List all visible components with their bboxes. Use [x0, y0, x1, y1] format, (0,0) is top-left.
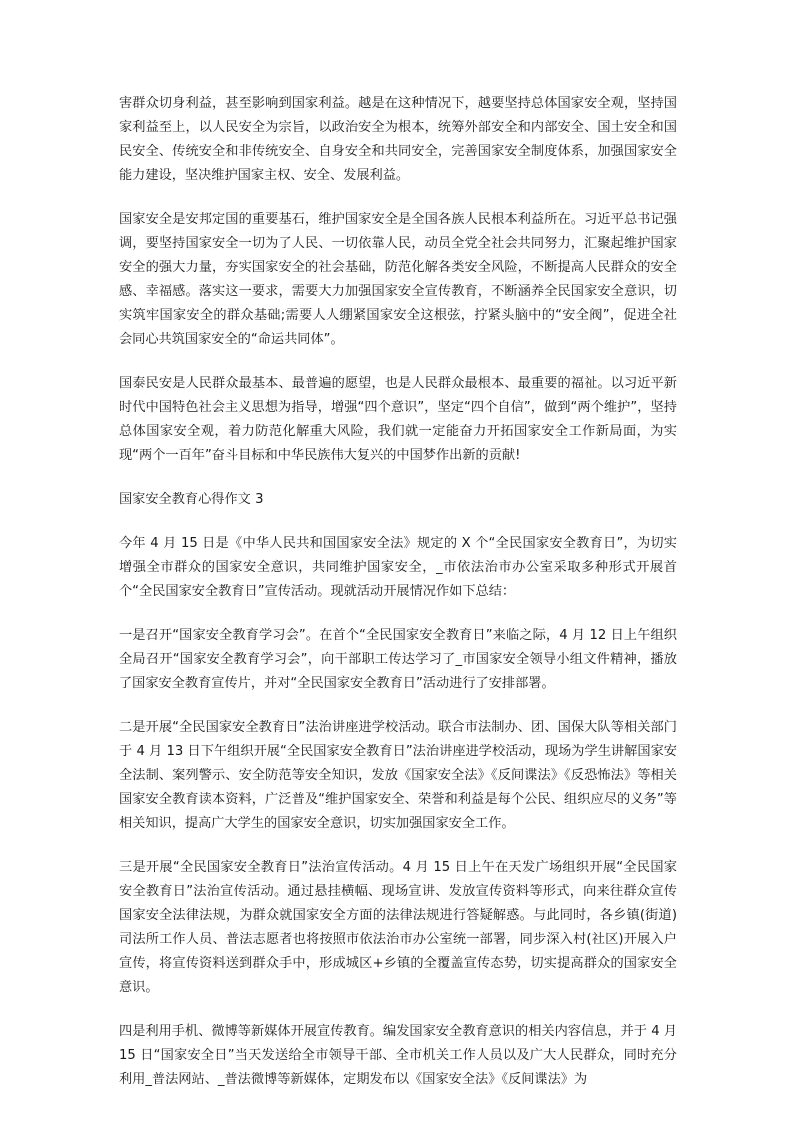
paragraph-education-day-intro: 今年 4 月 15 日是《中华人民共和国国家安全法》规定的 X 个“全民国家安全教育日”，为切实增强全市群众的国家安全意识，共同维护国家安全，_市依法治市办公室采取多种形式开展首个“全民国家安全教育日”宣传活动。现就活动开展情况作如下总结：: [119, 536, 677, 599]
paragraph-item-two: 二是开展“全民国家安全教育日”法治讲座进学校活动。联合市法制办、团、国保大队等相关部门于 4 月 13 日下午组织开展“全民国家安全教育日”法治讲座进学校活动，现场为学生讲解国家安全法制、案列警示、安全防范等安全知识，发放《国家安全法》《反间谍法》《反恐怖法》等相关国家安全教育读本资料，广泛普及“维护国家安全、荣誉和利益是每个公民、组织应尽的义务”等相关知识，提高广大学生的国家安全意识，切实加强国家安全工作。: [119, 720, 677, 831]
document-body: [119, 92, 677, 1112]
paragraph-item-four: 四是利用手机、微博等新媒体开展宣传教育。编发国家安全教育意识的相关内容信息，并于 4 月 15 日“国家安全日”当天发送给全市领导干部、全市机关工作人员以及广大人民群众，同时充分利用_普法网站、_普法微博等新媒体，定期发布以《国家安全法》《反间谍法》为: [119, 1024, 677, 1087]
paragraph-item-three: 三是开展“全民国家安全教育日”法治宣传活动。4 月 15 日上午在天发广场组织开展“全民国家安全教育日”法治宣传活动。通过悬挂横幅、现场宣讲、发放宣传资料等形式，向来往群众宣传国家安全法律法规，为群众就国家安全方面的法律法规进行答疑解惑。与此同时，各乡镇(街道)司法所工作人员、普法志愿者也将按照市依法治市办公室统一部署，同步深入村(社区)开展入户宣传，将宣传资料送到群众手中，形成城区+乡镇的全覆盖宣传态势，切实提高群众的国家安全意识。: [119, 860, 677, 995]
paragraph-item-one: 一是召开“国家安全教育学习会”。在首个“全民国家安全教育日”来临之际，4 月 12 日上午组织全局召开“国家安全教育学习会”，向干部职工传达学习了_市国家安全领导小组文件精神，播放了国家安全教育宣传片，并对“全民国家安全教育日”活动进行了安排部署。: [119, 628, 677, 691]
paragraph-national-interest: 害群众切身利益，甚至影响到国家利益。越是在这种情况下，越要坚持总体国家安全观，坚持国家利益至上，以人民安全为宗旨，以政治安全为根本，统筹外部安全和内部安全、国土安全和国民安全、传统安全和非传统安全、自身安全和共同安全，完善国家安全制度体系，加强国家安全能力建设，坚决维护国家主权、安全、发展利益。: [119, 96, 677, 183]
section-heading: 国家安全教育心得作文 3: [119, 492, 264, 507]
paragraph-security-foundation: 国家安全是安邦定国的重要基石，维护国家安全是全国各族人民根本利益所在。习近平总书记强调，要坚持国家安全一切为了人民、一切依靠人民，动员全党全社会共同努力，汇聚起维护国家安全的强大力量，夯实国家安全的社会基础，防范化解各类安全风险，不断提高人民群众的安全感、幸福感。落实这一要求，需要大力加强国家安全宣传教育，不断涵养全民国家安全意识，切实筑牢国家安全的群众基础;需要人人绷紧国家安全这根弦，拧紧头脑中的“安全阀”，促进全社会同心共筑国家安全的“命运共同体”。: [119, 212, 677, 347]
paragraph-people-welfare: 国泰民安是人民群众最基本、最普遍的愿望，也是人民群众最根本、最重要的福祉。以习近平新时代中国特色社会主义思想为指导，增强“四个意识”，坚定“四个自信”，做到“两个维护”，坚持总体国家安全观，着力防范化解重大风险，我们就一定能奋力开拓国家安全工作新局面，为实现“两个一百年”奋斗目标和中华民族伟大复兴的中国梦作出新的贡献!: [119, 376, 677, 463]
